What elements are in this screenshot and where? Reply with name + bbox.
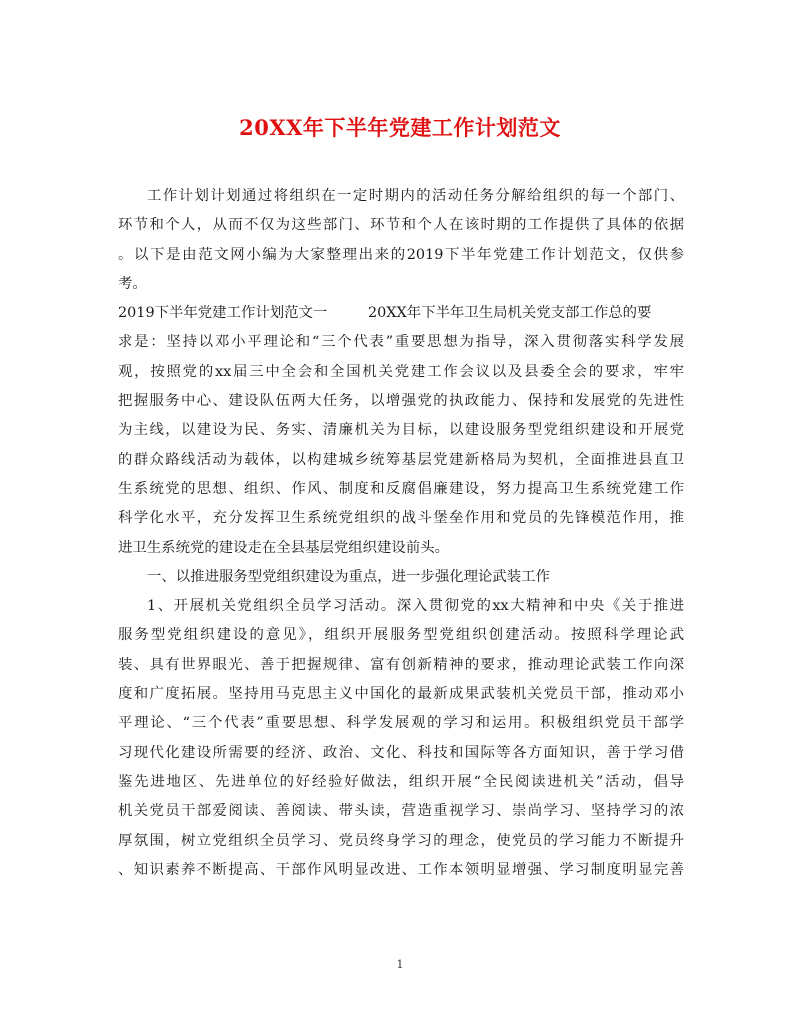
paragraph-line: 机关党员干部爱阅读、善阅读、带头读，营造重视学习、崇尚学习、坚持学习的浓 bbox=[118, 803, 684, 820]
paragraph-line: 工作计划计划通过将组织在一定时期内的活动任务分解给组织的每一个部门、 bbox=[147, 188, 684, 204]
paragraph-line: 、知识素养不断提高、干部作风明显改进、工作本领明显增强、学习制度明显完善 bbox=[118, 861, 684, 878]
paragraph-line: 进卫生系统党的建设走在全县基层党组织建设前头。 bbox=[118, 539, 449, 556]
paragraph-line: 习现代化建设所需要的经济、政治、文化、科技和国际等各方面知识，善于学习借 bbox=[118, 744, 684, 761]
paragraph-line: 鉴先进地区、先进单位的好经验好做法，组织开展“全民阅读进机关”活动，倡导 bbox=[118, 773, 684, 790]
page-number: 1 bbox=[396, 958, 404, 971]
document-title: 20XX年下半年党建工作计划范文 bbox=[239, 115, 561, 140]
paragraph-line: 生系统党的思想、组织、作风、制度和反腐倡廉建设，努力提高卫生系统党建工作 bbox=[118, 480, 684, 497]
paragraph-line: 的群众路线活动为载体，以构建城乡统筹基层党建新格局为契机，全面推进县直卫 bbox=[118, 451, 684, 468]
section-heading: 2019下半年党建工作计划范文一 bbox=[118, 305, 328, 322]
paragraph-line: 观，按照党的xx届三中全会和全国机关党建工作会议以及县委全会的要求，牢牢 bbox=[118, 363, 684, 380]
paragraph-line: 把握服务中心、建设队伍两大任务，以增强党的执政能力、保持和发展党的先进性 bbox=[118, 393, 684, 410]
section-heading: 一、以推进服务型党组织建设为重点，进一步强化理论武装工作 bbox=[147, 568, 550, 585]
paragraph-line bbox=[118, 299, 684, 328]
paragraph-line: 服务型党组织建设的意见》，组织开展服务型党组织创建活动。按照科学理论武 bbox=[118, 627, 684, 644]
paragraph-line: 1、开展机关党组织全员学习活动。深入贯彻党的xx大精神和中央《关于推进 bbox=[147, 598, 684, 615]
paragraph-line: 为主线，以建设为民、务实、清廉机关为目标，以建设服务型党组织建设和开展党 bbox=[118, 422, 684, 439]
paragraph-line: 度和广度拓展。坚持用马克思主义中国化的最新成果武装机关党员干部，推动邓小 bbox=[118, 686, 684, 703]
paragraph-text: 20XX年下半年卫生局机关党支部工作总的要 bbox=[368, 305, 652, 322]
paragraph-line: 装、具有世界眼光、善于把握规律、富有创新精神的要求，推动理论武装工作向深 bbox=[118, 656, 684, 673]
paragraph-line: 。以下是由范文网小编为大家整理出来的2019下半年党建工作计划范文，仅供参 bbox=[118, 246, 684, 263]
paragraph-line: 平理论、“三个代表”重要思想、科学发展观的学习和运用。积极组织党员干部学 bbox=[118, 715, 684, 732]
paragraph-line: 考。 bbox=[118, 275, 147, 292]
paragraph-line: 求是：坚持以邓小平理论和“三个代表”重要思想为指导，深入贯彻落实科学发展 bbox=[118, 334, 684, 351]
paragraph-line: 厚氛围，树立党组织全员学习、党员终身学习的理念，使党员的学习能力不断提升 bbox=[118, 832, 684, 849]
document-body bbox=[118, 182, 684, 885]
paragraph-line: 科学化水平，充分发挥卫生系统党组织的战斗堡垒作用和党员的先锋模范作用，推 bbox=[118, 510, 684, 527]
paragraph-line: 环节和个人，从而不仅为这些部门、环节和个人在该时期的工作提供了具体的依据 bbox=[118, 217, 684, 234]
